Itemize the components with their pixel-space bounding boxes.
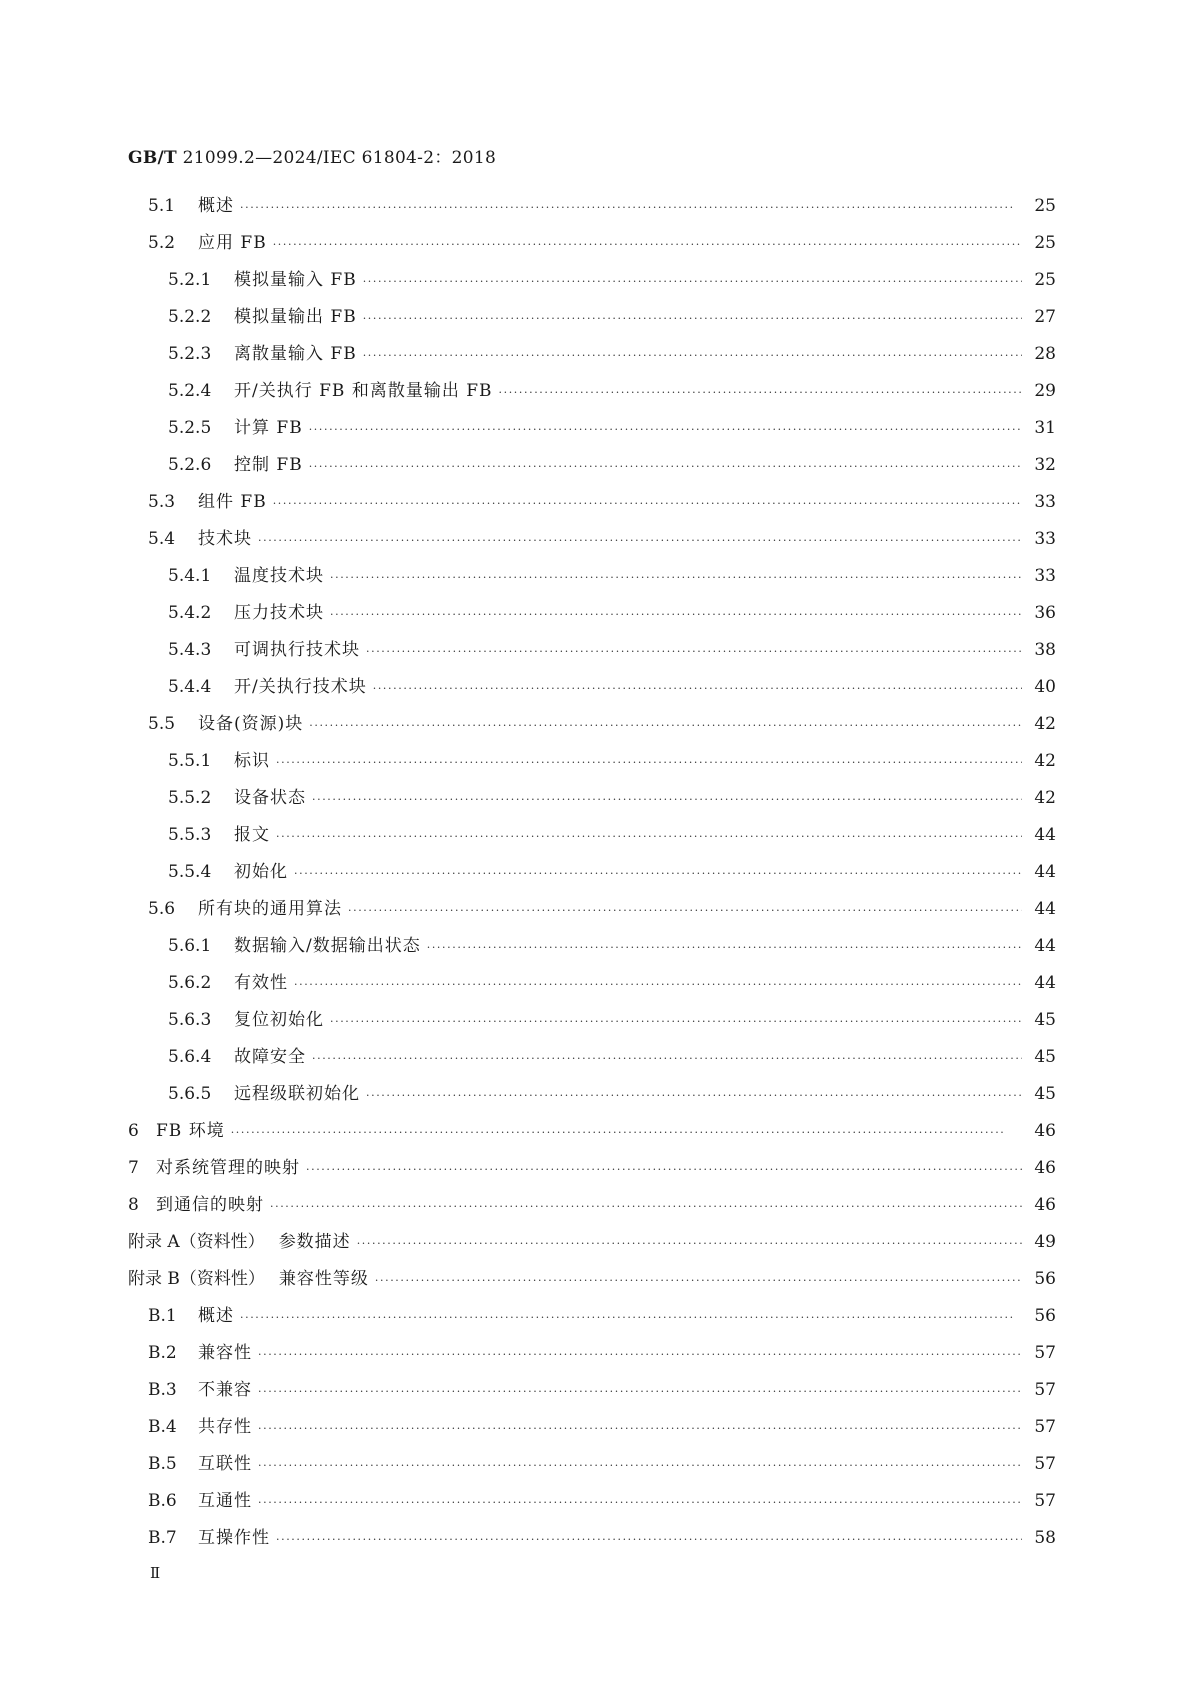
toc-entry-number: 附录 B（资料性）	[128, 1269, 265, 1289]
toc-entry-title: 压力技术块	[234, 603, 324, 623]
dot-leader	[330, 1015, 1022, 1028]
toc-entry-title: 离散量输入 FB	[234, 344, 357, 364]
toc-entry-title: 概述	[198, 196, 234, 216]
dot-leader	[357, 1237, 1022, 1250]
toc-entry-page: 44	[1034, 973, 1056, 993]
toc-entry-number: 5.2	[148, 233, 176, 253]
toc-entry-page: 56	[1034, 1269, 1056, 1289]
toc-entry[interactable]	[128, 1412, 1056, 1449]
toc-entry-title: 计算 FB	[234, 418, 303, 438]
toc-entry[interactable]	[128, 1449, 1056, 1486]
toc-entry-number: 5.6.2	[168, 973, 212, 993]
toc-entry[interactable]	[128, 1523, 1056, 1560]
toc-entry[interactable]	[128, 1264, 1056, 1301]
toc-entry-title: 到通信的映射	[156, 1195, 264, 1215]
toc-entry-page: 29	[1034, 381, 1056, 401]
toc-entry[interactable]	[128, 265, 1056, 302]
dot-leader	[273, 497, 1022, 510]
toc-entry-title: 互联性	[198, 1454, 252, 1474]
toc-entry-page: 57	[1034, 1417, 1056, 1437]
dot-leader	[499, 386, 1022, 399]
toc-entry[interactable]	[128, 1486, 1056, 1523]
dot-leader	[240, 201, 1022, 214]
toc-entry-page: 45	[1034, 1084, 1056, 1104]
dot-leader	[363, 312, 1022, 325]
toc-entry-number: 5.2.3	[168, 344, 212, 364]
document-header	[128, 143, 496, 168]
toc-entry-title: 参数描述	[278, 1232, 351, 1252]
toc-entry-number: 7	[128, 1158, 139, 1178]
dot-leader	[258, 1459, 1022, 1472]
dot-leader	[375, 1274, 1022, 1287]
toc-entry[interactable]	[128, 598, 1056, 635]
toc-entry-title: 初始化	[234, 862, 288, 882]
toc-entry-page: 44	[1034, 899, 1056, 919]
toc-entry-number: 5.6.5	[168, 1084, 212, 1104]
toc-entry-number: 5.5.2	[168, 788, 212, 808]
toc-entry-title: 不兼容	[198, 1380, 252, 1400]
toc-entry-page: 57	[1034, 1343, 1056, 1363]
toc-entry-page: 33	[1034, 529, 1056, 549]
toc-entry-title: 复位初始化	[234, 1010, 324, 1030]
toc-entry[interactable]	[128, 450, 1056, 487]
toc-entry-page: 31	[1034, 418, 1056, 438]
toc-entry-title: 开/关执行技术块	[234, 677, 367, 697]
toc-entry-title: 所有块的通用算法	[198, 899, 342, 919]
toc-entry-title: 温度技术块	[234, 566, 324, 586]
toc-entry-number: 5.4.4	[168, 677, 212, 697]
toc-entry-page: 49	[1034, 1232, 1056, 1252]
toc-entry-title: 兼容性	[198, 1343, 252, 1363]
toc-entry-number: 5.3	[148, 492, 176, 512]
toc-entry-page: 42	[1034, 788, 1056, 808]
dot-leader	[258, 1348, 1022, 1361]
toc-entry[interactable]	[128, 1338, 1056, 1375]
toc-entry-page: 42	[1034, 714, 1056, 734]
dot-leader	[309, 423, 1022, 436]
dot-leader	[363, 275, 1022, 288]
toc-entry-number: B.5	[148, 1454, 177, 1474]
toc-entry-page: 57	[1034, 1491, 1056, 1511]
toc-entry-title: 技术块	[198, 529, 252, 549]
toc-entry-page: 25	[1034, 233, 1056, 253]
toc-entry[interactable]	[128, 1005, 1056, 1042]
toc-entry[interactable]	[128, 635, 1056, 672]
toc-entry-number: B.1	[148, 1306, 177, 1326]
dot-leader	[427, 941, 1022, 954]
toc-entry[interactable]	[128, 857, 1056, 894]
toc-entry[interactable]	[128, 191, 1056, 228]
dot-leader	[270, 1200, 1022, 1213]
standard-code: GB/T	[128, 148, 177, 168]
toc-entry-page: 42	[1034, 751, 1056, 771]
toc-entry-number: B.3	[148, 1380, 177, 1400]
dot-leader	[273, 238, 1022, 251]
dot-leader	[330, 608, 1022, 621]
toc-entry-title: 开/关执行 FB 和离散量输出 FB	[234, 381, 493, 401]
toc-entry[interactable]	[128, 746, 1056, 783]
toc-entry[interactable]	[128, 1116, 1056, 1153]
toc-entry-number: 5.5	[148, 714, 176, 734]
dot-leader	[330, 571, 1022, 584]
toc-entry-title: 设备状态	[234, 788, 306, 808]
toc-entry-title: 故障安全	[234, 1047, 306, 1067]
toc-entry[interactable]	[128, 1375, 1056, 1412]
toc-entry[interactable]	[128, 709, 1056, 746]
toc-entry-page: 44	[1034, 825, 1056, 845]
toc-entry[interactable]	[128, 339, 1056, 376]
toc-entry-page: 40	[1034, 677, 1056, 697]
toc-entry-number: B.4	[148, 1417, 177, 1437]
toc-entry-number: 6	[128, 1121, 139, 1141]
dot-leader	[373, 682, 1022, 695]
toc-entry-number: 附录 A（资料性）	[128, 1232, 265, 1252]
toc-entry[interactable]	[128, 1153, 1056, 1190]
dot-leader	[231, 1126, 1022, 1139]
toc-entry-title: 对系统管理的映射	[156, 1158, 300, 1178]
toc-entry[interactable]	[128, 524, 1056, 561]
dot-leader	[309, 460, 1022, 473]
dot-leader	[276, 756, 1022, 769]
toc-entry[interactable]	[128, 931, 1056, 968]
toc-entry-title: 组件 FB	[198, 492, 267, 512]
toc-entry-title: 可调执行技术块	[234, 640, 360, 660]
toc-entry-page: 27	[1034, 307, 1056, 327]
toc-entry[interactable]	[128, 968, 1056, 1005]
toc-entry-page: 32	[1034, 455, 1056, 475]
dot-leader	[276, 830, 1022, 843]
toc-entry-title: 互通性	[198, 1491, 252, 1511]
toc-entry[interactable]	[128, 672, 1056, 709]
toc-entry-title: 互操作性	[198, 1528, 270, 1548]
toc-entry[interactable]	[128, 783, 1056, 820]
toc-entry-number: 5.4.3	[168, 640, 212, 660]
toc-entry-page: 45	[1034, 1047, 1056, 1067]
dot-leader	[312, 793, 1022, 806]
toc-entry-title: 控制 FB	[234, 455, 303, 475]
dot-leader	[363, 349, 1022, 362]
dot-leader	[258, 534, 1022, 547]
toc-entry-number: 5.1	[148, 196, 176, 216]
toc-entry-page: 57	[1034, 1380, 1056, 1400]
dot-leader	[240, 1311, 1022, 1324]
toc-entry-page: 46	[1034, 1158, 1056, 1178]
toc-entry-number: 5.5.1	[168, 751, 212, 771]
toc-entry-number: 5.4.2	[168, 603, 212, 623]
toc-entry-title: 设备(资源)块	[198, 714, 304, 734]
toc-entry-number: 5.6.4	[168, 1047, 212, 1067]
toc-entry-number: 5.2.1	[168, 270, 212, 290]
toc-entry[interactable]	[128, 1227, 1056, 1264]
toc-entry-title: 模拟量输入 FB	[234, 270, 357, 290]
dot-leader	[258, 1385, 1022, 1398]
toc-entry-page: 25	[1034, 196, 1056, 216]
toc-entry[interactable]	[128, 820, 1056, 857]
dot-leader	[312, 1052, 1022, 1065]
toc-entry[interactable]	[128, 1042, 1056, 1079]
toc-entry-title: 模拟量输出 FB	[234, 307, 357, 327]
dot-leader	[276, 1533, 1022, 1546]
toc-entry-page: 56	[1034, 1306, 1056, 1326]
toc-entry-title: 报文	[234, 825, 270, 845]
toc-entry-page: 36	[1034, 603, 1056, 623]
toc-entry-page: 45	[1034, 1010, 1056, 1030]
toc-entry[interactable]	[128, 487, 1056, 524]
dot-leader	[258, 1496, 1022, 1509]
toc-entry-title: FB 环境	[156, 1121, 225, 1141]
toc-entry-number: 5.6	[148, 899, 176, 919]
toc-entry-page: 46	[1034, 1121, 1056, 1141]
toc-entry[interactable]	[128, 561, 1056, 598]
toc-entry-page: 28	[1034, 344, 1056, 364]
toc-entry[interactable]	[128, 1301, 1056, 1338]
toc-entry-page: 44	[1034, 936, 1056, 956]
toc-entry[interactable]	[128, 413, 1056, 450]
toc-entry-number: 5.6.3	[168, 1010, 212, 1030]
toc-entry-number: 8	[128, 1195, 139, 1215]
toc-entry[interactable]	[128, 228, 1056, 265]
toc-entry-page: 58	[1034, 1528, 1056, 1548]
toc-entry-number: 5.4	[148, 529, 176, 549]
dot-leader	[366, 1089, 1022, 1102]
toc-entry-title: 概述	[198, 1306, 234, 1326]
toc-entry-page: 44	[1034, 862, 1056, 882]
toc-entry[interactable]	[128, 1079, 1056, 1116]
toc-entry-number: 5.4.1	[168, 566, 212, 586]
toc-entry-title: 远程级联初始化	[234, 1084, 360, 1104]
toc-entry[interactable]	[128, 894, 1056, 931]
toc-entry-title: 数据输入/数据输出状态	[234, 936, 421, 956]
toc-entry-number: 5.5.3	[168, 825, 212, 845]
toc-entry-page: 33	[1034, 492, 1056, 512]
toc-entry-number: B.2	[148, 1343, 177, 1363]
standard-number: 21099.2—2024/IEC 61804-2：2018	[182, 148, 497, 168]
toc-entry-page: 33	[1034, 566, 1056, 586]
toc-entry-number: B.6	[148, 1491, 177, 1511]
toc-entry-page: 38	[1034, 640, 1056, 660]
toc-entry[interactable]	[128, 376, 1056, 413]
toc-entry-page: 46	[1034, 1195, 1056, 1215]
page-number: Ⅱ	[150, 1564, 161, 1582]
toc-entry-page: 57	[1034, 1454, 1056, 1474]
toc-entry-title: 共存性	[198, 1417, 252, 1437]
toc-entry-title: 应用 FB	[198, 233, 267, 253]
toc-entry[interactable]	[128, 1190, 1056, 1227]
dot-leader	[348, 904, 1022, 917]
dot-leader	[306, 1163, 1022, 1176]
table-of-contents	[128, 191, 1056, 1560]
toc-entry-number: 5.5.4	[168, 862, 212, 882]
dot-leader	[258, 1422, 1022, 1435]
toc-entry-title: 兼容性等级	[278, 1269, 369, 1289]
dot-leader	[366, 645, 1022, 658]
dot-leader	[309, 719, 1022, 732]
toc-entry-number: 5.2.2	[168, 307, 212, 327]
toc-entry-number: 5.2.5	[168, 418, 212, 438]
toc-entry-number: 5.6.1	[168, 936, 212, 956]
toc-entry-number: B.7	[148, 1528, 177, 1548]
toc-entry-number: 5.2.4	[168, 381, 212, 401]
toc-entry-number: 5.2.6	[168, 455, 212, 475]
toc-entry-title: 标识	[234, 751, 270, 771]
toc-entry[interactable]	[128, 302, 1056, 339]
toc-entry-page: 25	[1034, 270, 1056, 290]
dot-leader	[294, 978, 1022, 991]
dot-leader	[294, 867, 1022, 880]
toc-entry-title: 有效性	[234, 973, 288, 993]
